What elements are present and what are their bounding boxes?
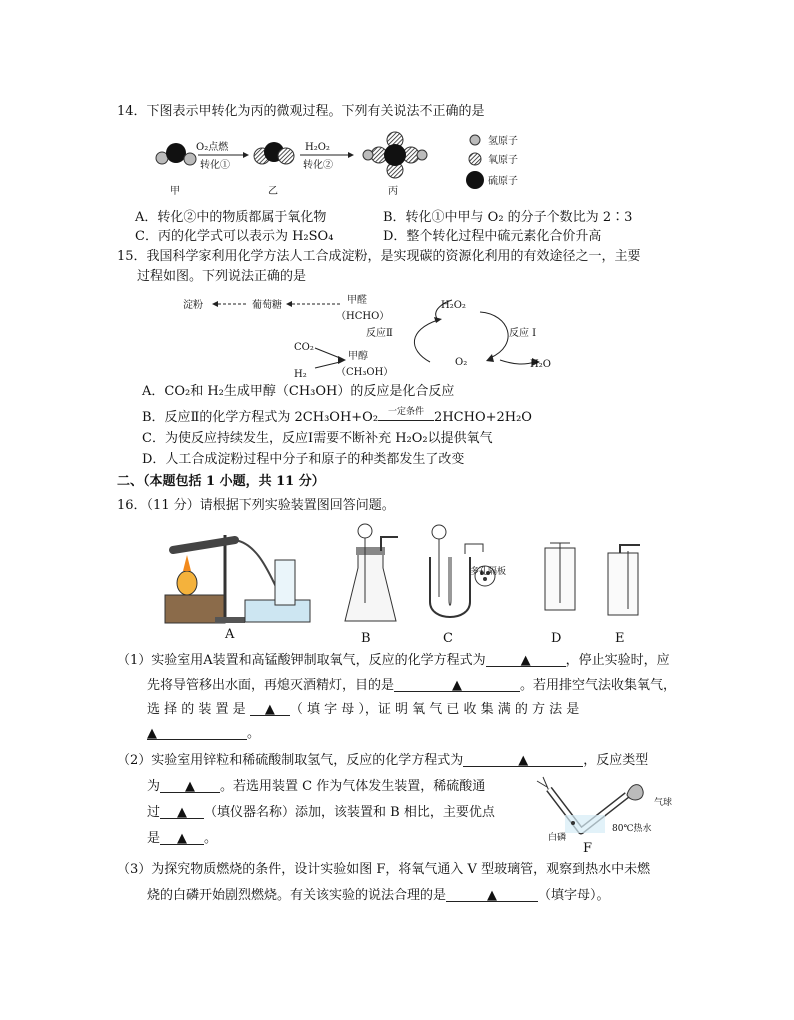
diagram-h2o2: H₂O₂ [441, 300, 466, 311]
q16-p3-text: （填字母）。 [538, 888, 610, 903]
q16-p2-text: 为 [147, 779, 161, 794]
q16-p1-text: （ 填 字 母 ），证 明 氧 气 已 收 集 满 的 方 法 是 [289, 702, 580, 717]
app-label-b: B [361, 631, 371, 646]
app-label-d: D [551, 631, 562, 646]
q14-option-c: C．丙的化学式可以表示为 H₂SO₄ [135, 229, 334, 244]
molecule-yi [254, 142, 294, 164]
legend-s: 硫原子 [488, 176, 518, 187]
answer-blank-6[interactable]: ▲ [160, 778, 220, 793]
arrow1-top: O₂点燃 [196, 142, 229, 153]
porous-plate-label: 多孔隔板 [470, 567, 507, 577]
label-f: F [583, 841, 593, 856]
legend-h: 氢原子 [488, 136, 518, 147]
apparatus-e [600, 543, 645, 623]
app-label-a: A [225, 627, 235, 642]
answer-blank-3[interactable]: ▲ [250, 701, 290, 716]
q16-p2-text: 。若选用装置 C 作为气体发生装置，稀硫酸通 [220, 779, 486, 794]
label-balloon: 气球 [654, 798, 673, 808]
diagram-h2: H₂ [294, 369, 307, 380]
q15-option-b [142, 409, 532, 427]
q16-p1-text: （1）实验室用A装置和高锰酸钾制取氧气，反应的化学方程式为 [117, 653, 486, 668]
q16-p2-text: ，反应类型 [583, 753, 649, 768]
q16-p3-line1: （3）为探究物质燃烧的条件，设计实验如图 F，将氧气通入 V 型玻璃管，观察到热水中未燃 [117, 862, 651, 877]
answer-blank-2[interactable]: ▲ [394, 677, 520, 692]
q15-option-b-pre: B．反应Ⅱ的化学方程式为 2CH₃OH+O₂ [142, 410, 379, 425]
answer-blank-4[interactable]: ▲ [147, 725, 247, 740]
q16-p1-text: ，停止实验时，应 [565, 653, 670, 668]
answer-blank-8[interactable]: ▲ [160, 830, 204, 845]
q16-p2-text: 。 [204, 831, 218, 846]
answer-blank-1[interactable]: ▲ [486, 652, 566, 667]
section-2-heading: 二、（本题包括 1 小题，共 11 分） [117, 474, 325, 489]
diagram-starch: 淀粉 [183, 300, 203, 311]
label-hot-water: 80℃热水 [612, 824, 652, 834]
app-label-e: E [615, 631, 625, 646]
q16-p2-text: 是 [147, 831, 161, 846]
q16-p2-line1 [117, 752, 648, 770]
q16-p3-line2 [147, 887, 610, 905]
molecule-jia [156, 143, 196, 165]
answer-blank-9[interactable]: ▲ [446, 887, 538, 902]
diagram-ch3oh: （CH₃OH） [336, 367, 394, 378]
q16-p2-line3 [147, 804, 495, 822]
diagram-o2: O₂ [455, 357, 468, 368]
q16-p1-line3 [147, 701, 579, 719]
diagram-reaction2: 反应Ⅱ [366, 328, 393, 339]
q16-p1-line1 [117, 652, 670, 670]
q15-option-b-post: 2HCHO+2H₂O [434, 410, 532, 425]
q15-stem-line1: 15．我国科学家利用化学方法人工合成淀粉，是实现碳的资源化利用的有效途径之一，主要 [117, 249, 641, 264]
arrow2-top: H₂O₂ [305, 142, 330, 153]
q15-option-a: A．CO₂和 H₂生成甲醇（CH₃OH）的反应是化合反应 [142, 384, 455, 399]
q16-p2-text: （2）实验室用锌粒和稀硫酸制取氢气，反应的化学方程式为 [117, 753, 464, 768]
apparatus-d [540, 543, 580, 623]
q16-p1-text: 。若用排空气法收集氧气， [520, 678, 677, 693]
diagram-glucose: 葡萄糖 [252, 300, 282, 311]
q16-p2-line4 [147, 830, 217, 848]
label-bing: 丙 [388, 186, 398, 197]
diagram-co2: CO₂ [294, 342, 314, 353]
arrow2-bottom: 转化② [303, 160, 333, 171]
answer-blank-7[interactable]: ▲ [160, 804, 204, 819]
q16-p3-text: 烧的白磷开始剧烈燃烧。有关该实验的说法合理的是 [147, 888, 447, 903]
label-jia: 甲 [170, 186, 180, 197]
legend-o: 氧原子 [488, 155, 518, 166]
diagram-methanol: 甲醇 [348, 351, 368, 362]
q16-p1-text: 选 择 的 装 置 是 [147, 702, 246, 717]
q16-p2-line2 [147, 778, 485, 796]
arrow1-bottom: 转化① [200, 160, 230, 171]
q14-option-a: A．转化②中的物质都属于氧化物 [135, 210, 327, 225]
q14-stem: 14．下图表示甲转化为丙的微观过程。下列有关说法不正确的是 [117, 104, 485, 119]
molecule-bing [363, 132, 427, 178]
q16-p1-line4 [147, 725, 260, 743]
q15-stem-line2: 过程如图。下列说法正确的是 [137, 269, 307, 284]
answer-blank-5[interactable]: ▲ [463, 752, 583, 767]
q15-option-b-condition: 一定条件 [388, 407, 425, 417]
app-label-c: C [443, 631, 453, 646]
q16-p1-text: 先将导管移出水面，再熄灭酒精灯，目的是 [147, 678, 395, 693]
q15-option-c: C．为使反应持续发生，反应Ⅰ需要不断补充 H₂O₂以提供氧气 [142, 431, 493, 446]
label-yi: 乙 [268, 186, 278, 197]
apparatus-a [165, 525, 315, 625]
q16-p2-text: 过 [147, 805, 161, 820]
diagram-formaldehyde: 甲醛 [347, 295, 367, 306]
label-white-phosphorus: 白磷 [548, 833, 567, 843]
apparatus-b [343, 523, 398, 623]
q16-p2-text: （填仪器名称）添加，该装置和 B 相比，主要优点 [204, 805, 495, 820]
q16-stem: 16．（11 分）请根据下列实验装置图回答问题。 [117, 498, 395, 513]
q14-option-d: D．整个转化过程中硫元素化合价升高 [383, 229, 602, 244]
q15-option-d: D．人工合成淀粉过程中分子和原子的种类都发生了改变 [142, 452, 465, 467]
diagram-reaction1: 反应 Ⅰ [509, 328, 537, 339]
q16-p1-line2 [147, 677, 676, 695]
diagram-hcho: （HCHO） [336, 311, 390, 322]
q16-p1-text: 。 [247, 726, 261, 741]
diagram-h2o: H₂O [530, 359, 551, 370]
q14-option-b: B．转化①中甲与 O₂ 的分子个数比为 2∶3 [383, 210, 633, 225]
